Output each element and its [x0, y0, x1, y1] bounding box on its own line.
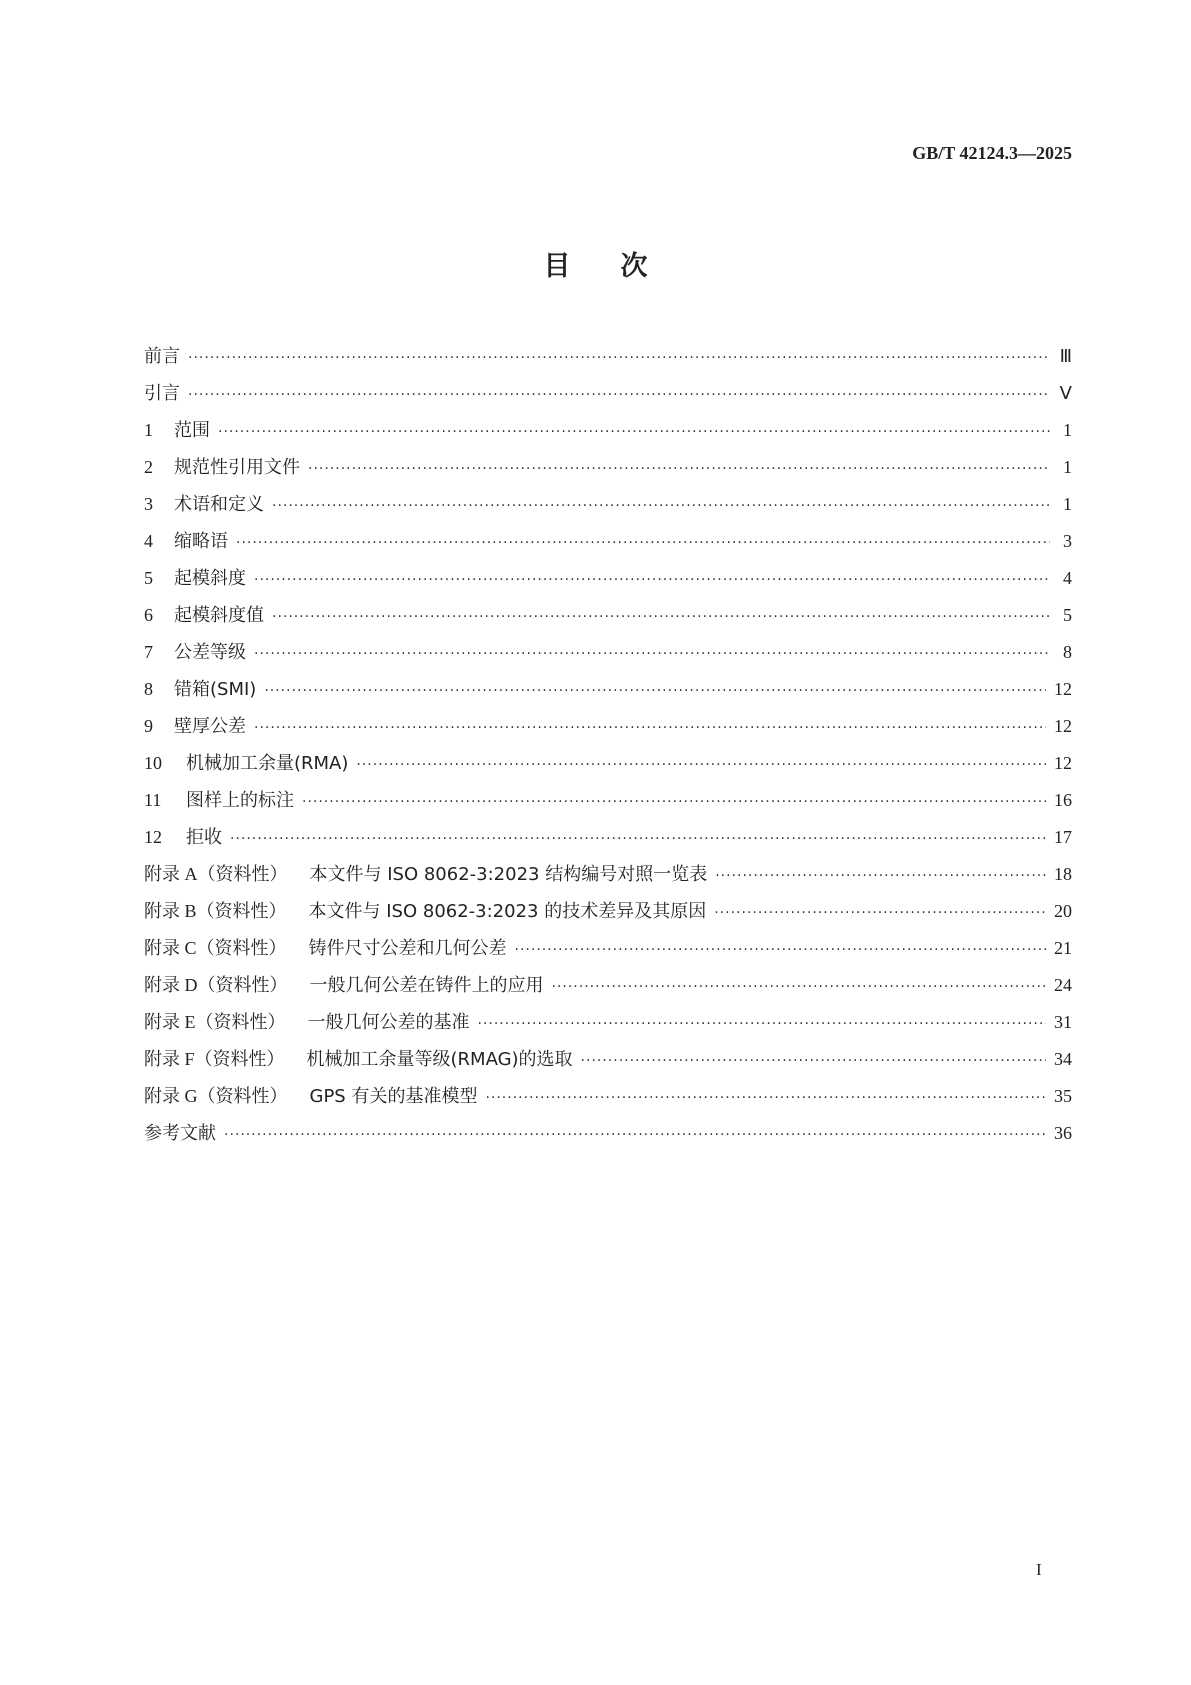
toc-entry-number: 7 [144, 642, 153, 662]
table-of-contents [144, 342, 1072, 1156]
toc-entry-page: 5 [1063, 605, 1072, 625]
toc-entry-number: 附录 C（资料性） [144, 938, 287, 958]
toc-entry[interactable] [144, 823, 1072, 860]
toc-entry-title: 错箱(SMI) [174, 679, 257, 700]
dot-leader [224, 1127, 1046, 1143]
toc-entry-page: 1 [1063, 494, 1072, 514]
toc-entry[interactable] [144, 897, 1072, 934]
dot-leader [308, 461, 1050, 477]
toc-entry[interactable] [144, 749, 1072, 786]
toc-entry-number: 8 [144, 679, 153, 699]
toc-entry-page: 24 [1054, 975, 1072, 995]
toc-entry-page: 1 [1063, 457, 1072, 477]
toc-entry-number: 2 [144, 457, 153, 477]
toc-entry-title: 引言 [144, 383, 180, 404]
toc-entry[interactable] [144, 490, 1072, 527]
toc-entry[interactable] [144, 564, 1072, 601]
dot-leader [552, 979, 1047, 995]
toc-entry-page: 35 [1054, 1086, 1072, 1106]
toc-entry-page: 34 [1054, 1049, 1072, 1069]
toc-entry-number: 附录 E（资料性） [144, 1012, 286, 1032]
toc-entry[interactable] [144, 1008, 1072, 1045]
dot-leader [356, 757, 1046, 773]
toc-entry[interactable] [144, 453, 1072, 490]
toc-entry-title: 公差等级 [174, 642, 246, 663]
toc-entry[interactable] [144, 971, 1072, 1008]
toc-entry-page: 3 [1063, 531, 1072, 551]
toc-entry[interactable] [144, 1045, 1072, 1082]
dot-leader [581, 1053, 1046, 1069]
toc-entry-page: 12 [1054, 753, 1072, 773]
toc-entry-number: 9 [144, 716, 153, 736]
toc-entry[interactable] [144, 638, 1072, 675]
toc-entry[interactable] [144, 786, 1072, 823]
toc-entry-number: 附录 D（资料性） [144, 975, 288, 995]
toc-entry[interactable] [144, 712, 1072, 749]
toc-entry-page: 21 [1054, 938, 1072, 958]
toc-entry-page: 12 [1054, 716, 1072, 736]
toc-entry-title: 规范性引用文件 [174, 457, 300, 478]
toc-entry-page: Ⅲ [1059, 346, 1072, 366]
toc-entry-title: 起模斜度 [174, 568, 246, 589]
toc-entry-page: Ⅴ [1059, 383, 1072, 403]
page-title: 目次 [543, 251, 698, 282]
toc-entry-title: 本文件与 ISO 8062-3:2023 的技术差异及其原因 [308, 901, 707, 922]
toc-entry-title: 缩略语 [174, 531, 228, 552]
toc-entry-title: 铸件尺寸公差和几何公差 [308, 938, 507, 959]
toc-entry-page: 17 [1054, 827, 1072, 847]
toc-entry-number: 附录 B（资料性） [144, 901, 287, 921]
toc-entry-number: 11 [144, 790, 162, 810]
toc-entry-page: 1 [1063, 420, 1072, 440]
toc-entry-number: 5 [144, 568, 153, 588]
page-number: I [1036, 1560, 1042, 1579]
dot-leader [715, 868, 1046, 884]
dot-leader [714, 905, 1046, 921]
toc-entry-title: 壁厚公差 [174, 716, 246, 737]
toc-entry-number: 4 [144, 531, 153, 551]
toc-entry[interactable] [144, 527, 1072, 564]
toc-entry-title: 图样上的标注 [186, 790, 294, 811]
toc-entry[interactable] [144, 601, 1072, 638]
toc-entry-page: 36 [1054, 1123, 1072, 1143]
toc-entry-page: 16 [1054, 790, 1072, 810]
dot-leader [264, 683, 1046, 699]
dot-leader [485, 1090, 1046, 1106]
toc-entry-page: 31 [1054, 1012, 1072, 1032]
dot-leader [478, 1016, 1047, 1032]
toc-entry-page: 20 [1054, 901, 1072, 921]
toc-entry-page: 18 [1054, 864, 1072, 884]
toc-entry-number: 附录 F（资料性） [144, 1049, 285, 1069]
dot-leader [254, 720, 1046, 736]
toc-entry[interactable] [144, 860, 1072, 897]
toc-entry[interactable] [144, 379, 1072, 416]
dot-leader [515, 942, 1046, 958]
toc-entry-title: 范围 [174, 420, 210, 441]
toc-entry-title: 机械加工余量(RMA) [186, 753, 349, 774]
dot-leader [254, 646, 1050, 662]
toc-entry-number: 1 [144, 420, 153, 440]
toc-entry-title: GPS 有关的基准模型 [309, 1086, 478, 1107]
toc-entry-title: 术语和定义 [174, 494, 264, 515]
toc-entry[interactable] [144, 416, 1072, 453]
toc-entry-number: 附录 A（资料性） [144, 864, 288, 884]
standard-number: GB/T 42124.3—2025 [912, 143, 1072, 163]
toc-entry-number: 6 [144, 605, 153, 625]
toc-entry-number: 3 [144, 494, 153, 514]
dot-leader [254, 572, 1050, 588]
toc-entry[interactable] [144, 675, 1072, 712]
toc-entry-title: 机械加工余量等级(RMAG)的选取 [306, 1049, 573, 1070]
toc-entry-number: 12 [144, 827, 162, 847]
dot-leader [218, 424, 1050, 440]
toc-entry-page: 4 [1063, 568, 1072, 588]
dot-leader [236, 535, 1050, 551]
dot-leader [272, 609, 1050, 625]
toc-entry-title: 一般几何公差在铸件上的应用 [309, 975, 544, 996]
toc-entry[interactable] [144, 1082, 1072, 1119]
toc-entry-number: 10 [144, 753, 162, 773]
toc-entry-page: 12 [1054, 679, 1072, 699]
toc-entry-title: 参考文献 [144, 1123, 216, 1144]
toc-entry-title: 一般几何公差的基准 [307, 1012, 470, 1033]
toc-entry[interactable] [144, 342, 1072, 379]
toc-entry[interactable] [144, 1119, 1072, 1156]
dot-leader [272, 498, 1050, 514]
dot-leader [302, 794, 1046, 810]
toc-entry-page: 8 [1063, 642, 1072, 662]
toc-entry-number: 附录 G（资料性） [144, 1086, 288, 1106]
toc-entry-title: 前言 [144, 346, 180, 367]
toc-entry-title: 本文件与 ISO 8062-3:2023 结构编号对照一览表 [309, 864, 708, 885]
toc-entry-title: 起模斜度值 [174, 605, 264, 626]
dot-leader [230, 831, 1046, 847]
toc-entry[interactable] [144, 934, 1072, 971]
toc-entry-title: 拒收 [186, 827, 222, 848]
dot-leader [188, 387, 1050, 403]
dot-leader [188, 350, 1050, 366]
